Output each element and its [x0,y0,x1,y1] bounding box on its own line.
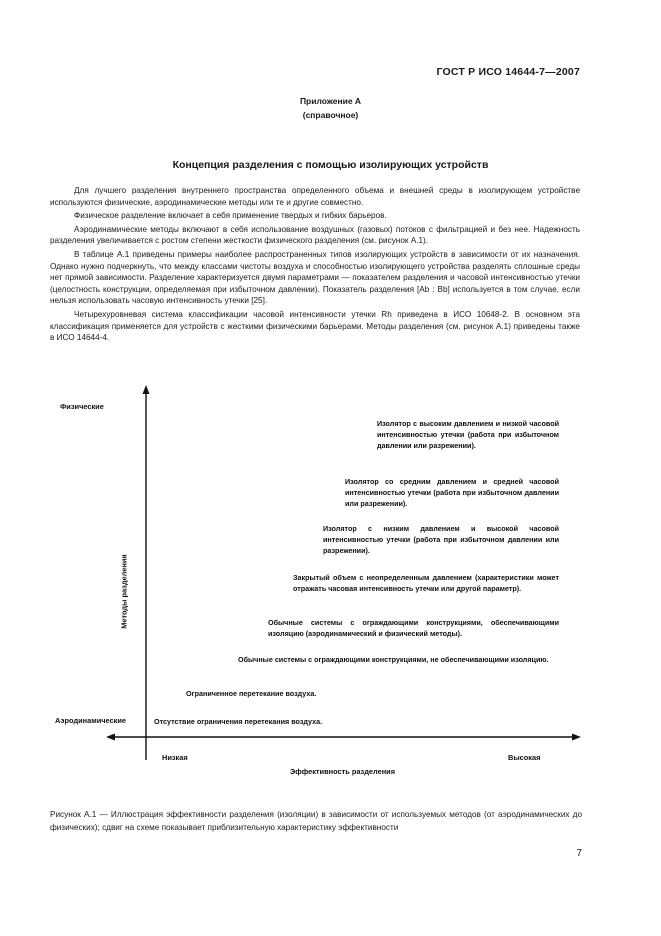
paragraph: Физическое разделение включает в себя применение твердых и гибких барьеров. [74,211,387,221]
y-bottom-label: Аэродинамические [55,716,127,725]
step-8: Отсутствие ограничения перетекания воздуха. [154,717,323,726]
x-axis-arrow-left [106,734,115,741]
x-axis-arrow-right [572,734,581,741]
step-1: Изолятор с высоким давлением и низкой часовой интенсивностью утечки (работа при избыточном давлении или разрежении). [377,419,559,450]
paragraph: Аэродинамические методы включают в себя использование воздушных (газовых) потоков с фильтрацией и без нее. Надежность разделения увеличивается с ростом степени жесткости физического разделения (см. рисунок А.1). [50,224,580,246]
annex-subtitle: (справочное) [302,110,359,120]
x-right-label: Высокая [508,753,541,762]
paragraph: Четырехуровневая система классификации часовой интенсивности утечки Rh приведена в ИСО 10648-2. В основном эта классификация применяется для устройств с жесткими физическими барьерами. Методы разделения (см. рисунок А.1) приведены также в ИСО 14644-4. [50,309,580,343]
paragraph: В таблице А.1 приведены примеры наиболее распространенных типов изолирующих устройств в зависимости от их назначения. Однако нужно подчеркнуть, что между классами чистоты воздуха и способностью изолирующего устройства разделять сплошные среды нет прямой зависимости. Разделение характеризуется двумя параметрами — показателем разделения и часовой интенсивностью утечки (целостность конструкции, определяемая при избыточном давлении). Показатель разделения [Ab : Bb] используется в том случае, если нельзя использовать часовую интенсивность утечки [25]. [50,249,580,306]
annex-title: Приложение А [299,96,362,106]
x-left-label: Низкая [162,753,188,762]
step-7: Ограниченное перетекание воздуха. [186,689,317,698]
y-axis-label: Методы разделения [119,554,129,629]
document-id: ГОСТ Р ИСО 14644-7—2007 [436,66,580,78]
x-axis-label: Эффективность разделения [290,767,396,776]
section-title: Концепция разделения с помощью изолирующих устройств [172,159,489,171]
step-2: Изолятор со средним давлением и средней часовой интенсивностью утечки (работа при избыточном давлении или разрежении). [345,477,559,508]
page-number: 7 [576,848,582,859]
figure-caption: Рисунок А.1 — Иллюстрация эффективности разделения (изоляции) в зависимости от используемых методов (от аэродинамических до физических); сдвиг на схеме показывает приблизительную характеристику эффективности [50,810,582,832]
paragraph: Для лучшего разделения внутреннего пространства определенного объема и внешней среды в изолирующем устройстве используются физические, аэродинамические методы или те и другие совместно. [50,186,580,207]
step-6: Обычные системы с ограждающими конструкциями, не обеспечивающими изоляцию. [238,655,549,664]
step-4: Закрытый объем с неопределенным давлением (характеристики может отражать часовая интенсивность утечки или другой параметр). [293,573,559,593]
y-top-label: Физические [60,402,104,411]
step-3: Изолятор с низким давлением и высокой часовой интенсивностью утечки (работа при избыточном давлении или разрежении). [323,524,559,555]
y-axis-arrow [143,385,150,394]
step-5: Обычные системы с ограждающими конструкциями, обеспечивающими изоляцию (аэродинамический и физический методы). [268,618,559,638]
